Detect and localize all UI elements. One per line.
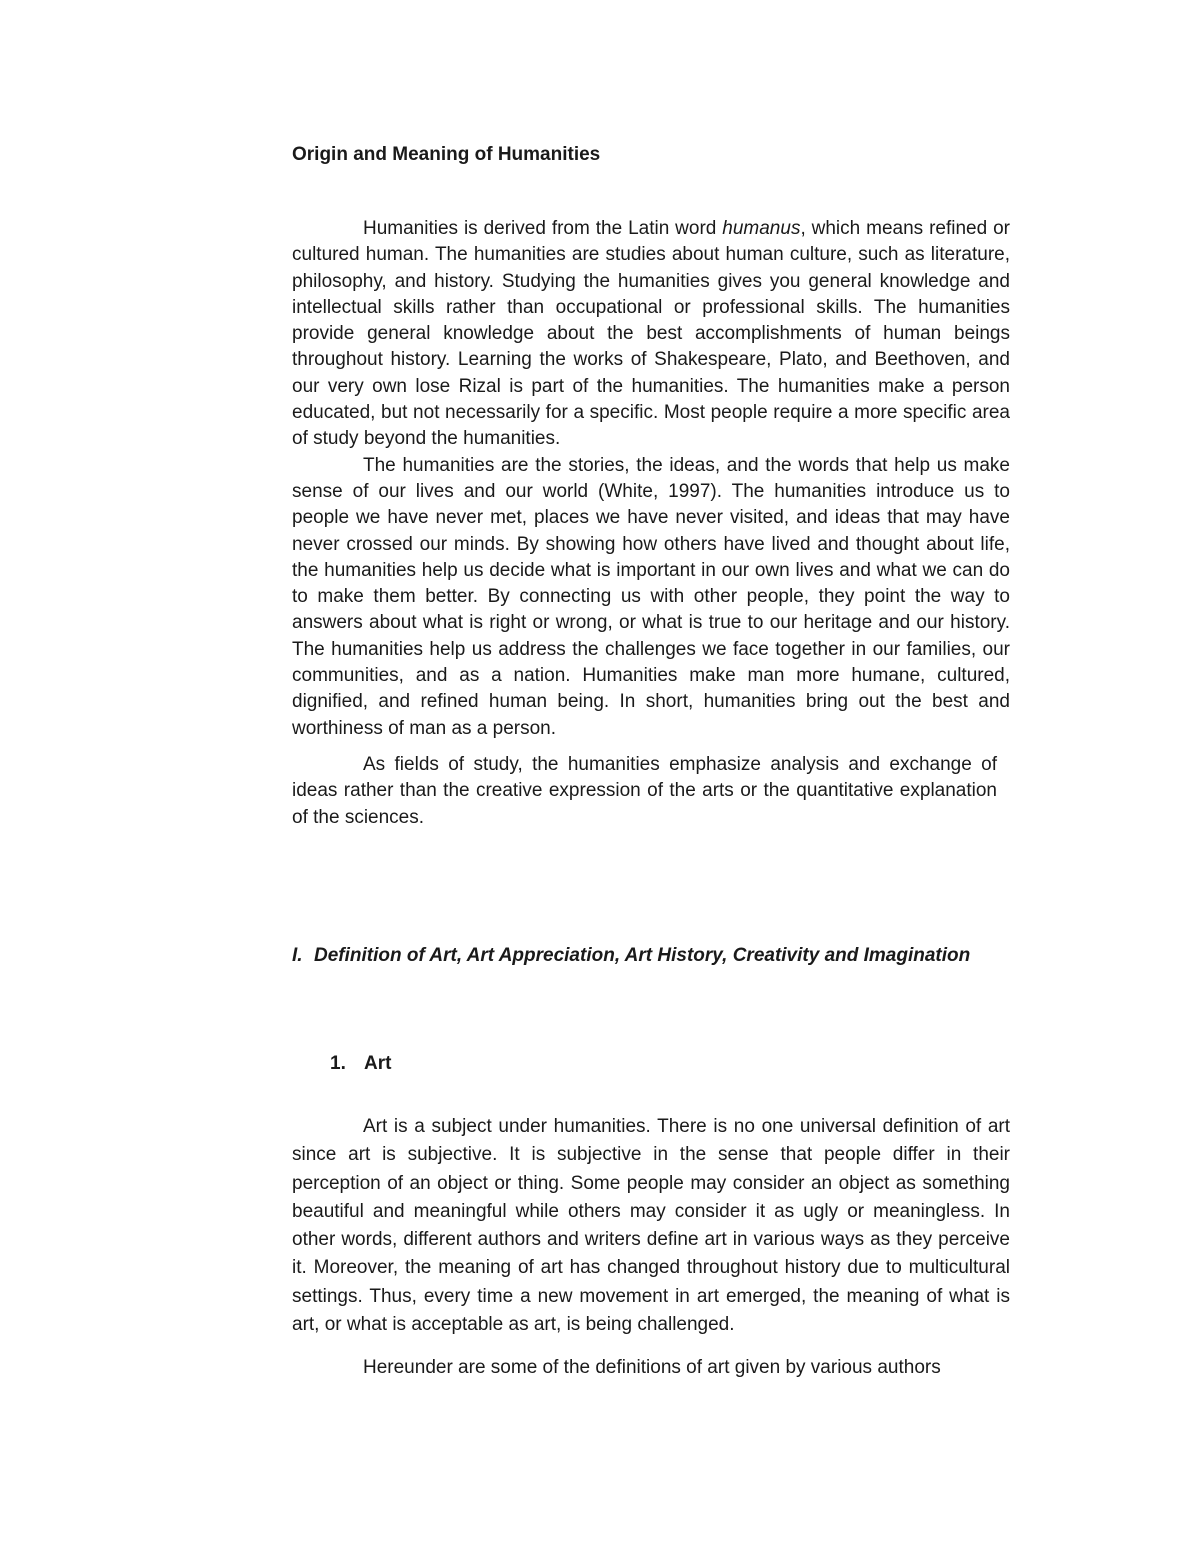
- section-title: Definition of Art, Art Appreciation, Art History, Creativity and Imagination: [314, 945, 971, 966]
- paragraph-text: Humanities is derived from the Latin word: [363, 218, 723, 239]
- subsection-heading: [330, 1051, 391, 1077]
- paragraph-humanities-stories: The humanities are the stories, the ideas, and the words that help us make sense of our lives and our world (White, 1997). The humanities introduce us to people we have never met, places we have never visited, and ideas that may have never crossed our minds. By showing how others have lived and thought about life, the humanities help us decide what is important in our own lives and what we can do to make them better. By connecting us with other people, they point the way to answers about what is right or wrong, or what is true to our heritage and our history. The humanities help us address the challenges we face together in our families, our communities, and as a nation. Humanities make man more humane, cultured, dignified, and refined human being. In short, humanities bring out the best and worthiness of man as a person.: [292, 454, 1010, 739]
- paragraph-text: , which means refined or cultured human. The humanities are studies about human culture, such as literature, philosophy, and history. Studying the humanities gives you general knowledge and intellectual skills rather than occupational or professional skills. The humanities provide general knowledge about the best accomplishments of human beings throughout history. Learning the works of Shakespeare, Plato, and Beethoven, and our very own lose Rizal is part of the humanities. The humanities make a person educated, but not necessarily for a specific. Most people require a more specific area of study beyond the humanities.: [292, 218, 1010, 450]
- subsection-title: Art: [364, 1053, 392, 1074]
- intro-content: [292, 142, 1010, 831]
- paragraph-humanities-origin: [292, 216, 1010, 453]
- art-content: [292, 1113, 1010, 1383]
- section-heading: [292, 944, 1010, 968]
- section-number: I.: [292, 945, 303, 966]
- document-title: Origin and Meaning of Humanities: [292, 144, 601, 165]
- paragraph-art-definition: Art is a subject under humanities. There is no one universal definition of art since art is subjective. It is subjective in the sense that people differ in their perception of an object or thing. Some people may consider an object as something beautiful and meaningful while others may consider it as ugly or meaningless. In other words, different authors and writers define art in various ways as they perceive it. Moreover, the meaning of art has changed throughout history due to multicultural settings. Thus, every time a new movement in art emerged, the meaning of what is art, or what is acceptable as art, is being challenged.: [292, 1116, 1010, 1336]
- subsection-number: 1.: [330, 1053, 346, 1074]
- latin-term: humanus: [722, 218, 801, 239]
- paragraph-definitions-intro: Hereunder are some of the definitions of art given by various authors: [363, 1357, 941, 1379]
- paragraph-fields-of-study: As fields of study, the humanities emphasize analysis and exchange of ideas rather than the creative expression of the arts or the quantitative explanation of the sciences.: [292, 753, 997, 828]
